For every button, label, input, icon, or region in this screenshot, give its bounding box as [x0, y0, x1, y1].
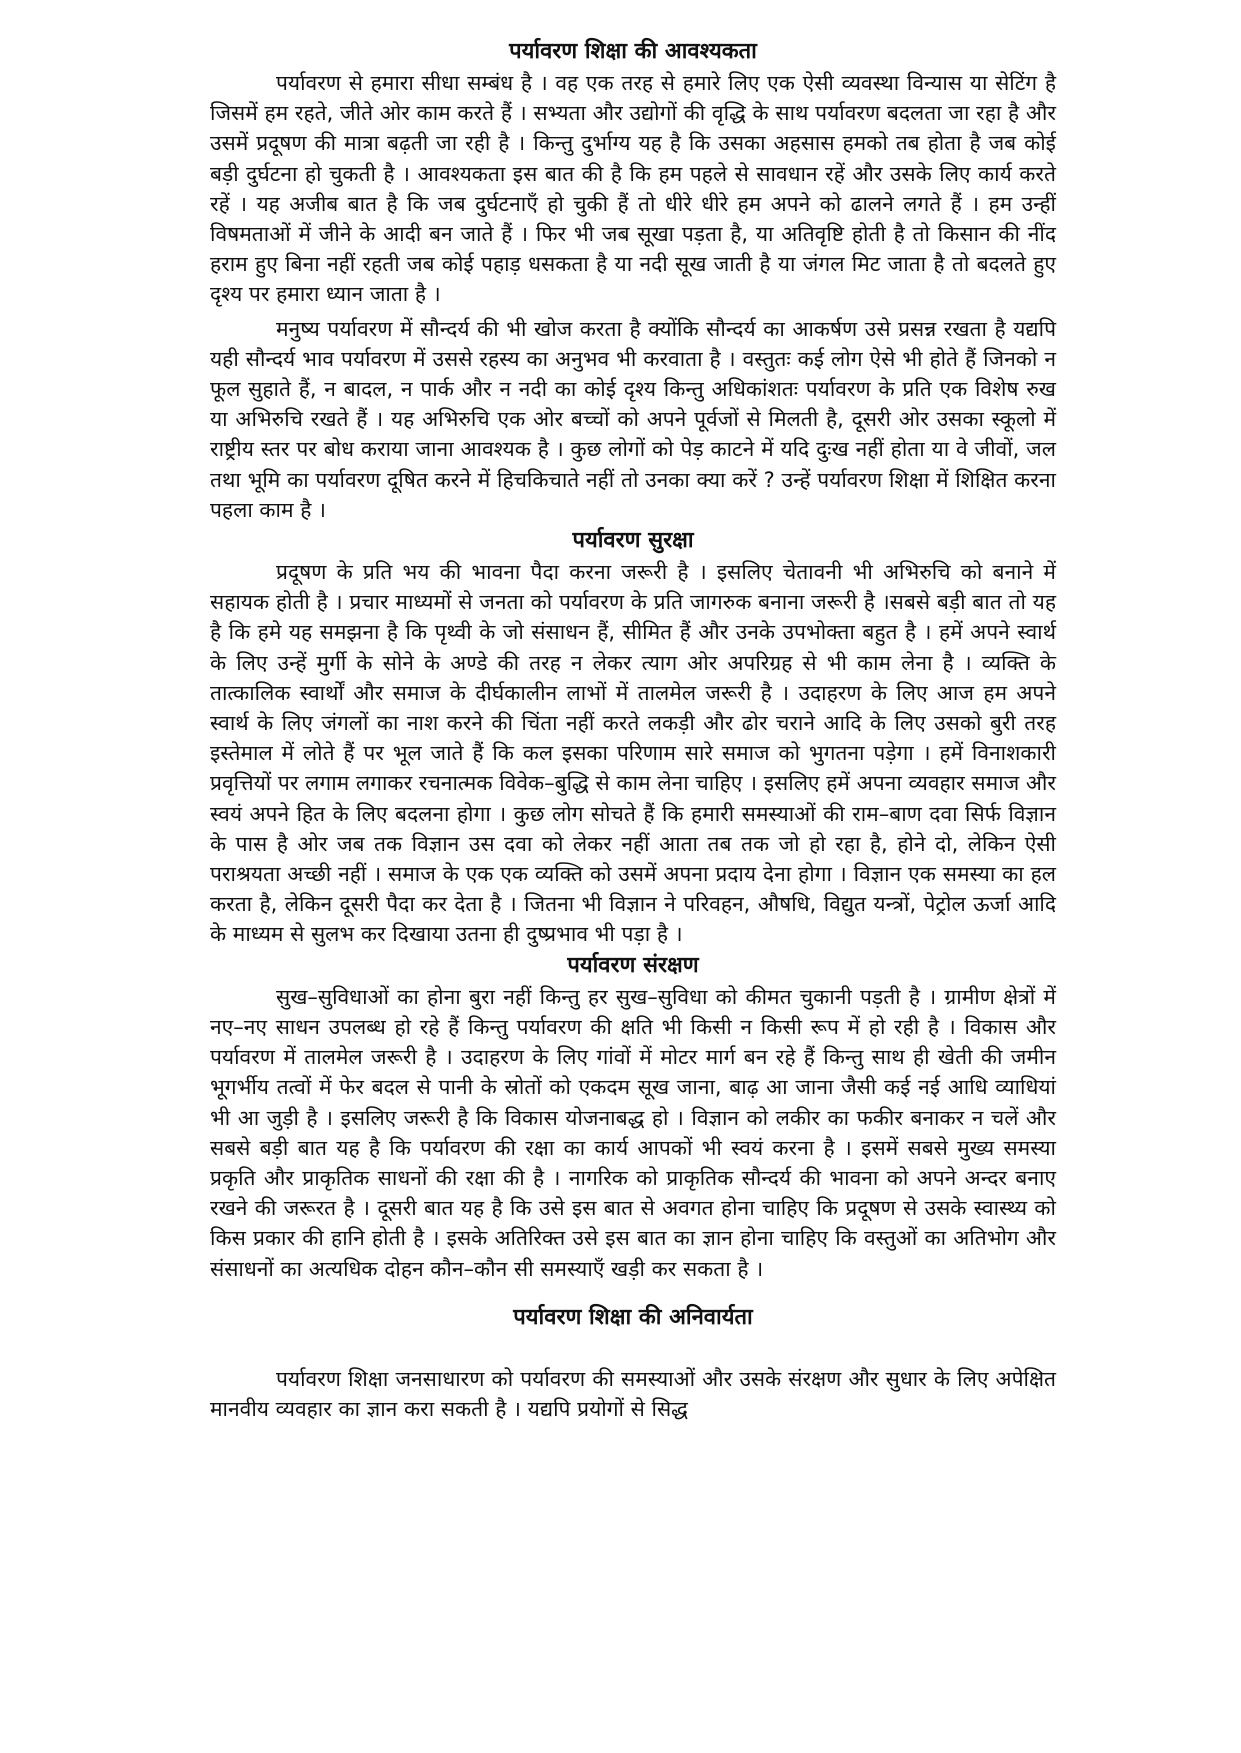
section-heading: पर्यावरण शिक्षा की अनिवार्यता	[513, 1304, 753, 1330]
paragraph: पर्यावरण से हमारा सीधा सम्बंध है । वह एक तरह से हमारे लिए एक ऐसी व्यवस्था विन्यास या सेटिंग है जिसमें हम रहते, जीते ओर काम करते हैं । सभ्यता और उद्योगों की वृद्धि के साथ पर्यावरण बदलता जा रहा है और उसमें प्रदूषण की मात्रा बढ़ती जा रही है । किन्तु दुर्भाग्य यह है कि उसका अहसास हमको तब होता है जब कोई बड़ी दुर्घटना हो चुकती है । आवश्यकता इस बात की है कि हम पहले से सावधान रहें और उसके लिए कार्य करते रहें । यह अजीब बात है कि जब दुर्घटनाएँ हो चुकी हैं तो धीरे धीरे हम अपने को ढालने लगते हैं । हम उन्हीं विषमताओं में जीने के आदी बन जाते हैं । फिर भी जब सूखा पड़ता है, या अतिवृष्टि होती है तो किसान की नींद हराम हुए बिना नहीं रहती जब कोई पहाड़ धसकता है या नदी सूख जाती है या जंगल मिट जाता है तो बदलते हुए दृश्य पर हमारा ध्यान जाता है ।	[210, 71, 1056, 307]
section-heading: पर्यावरण संरक्षण	[567, 952, 699, 978]
section-heading: पर्यावरण शिक्षा की आवश्यकता	[509, 39, 757, 64]
document-page	[210, 36, 1056, 1424]
paragraph: प्रदूषण के प्रति भय की भावना पैदा करना जरूरी है । इसलिए चेतावनी भी अभिरुचि को बनाने में सहायक होती है । प्रचार माध्यमों से जनता को पर्यावरण के प्रति जागरुक बनाना जरूरी है ।सबसे बड़ी बात तो यह है कि हमे यह समझना है कि पृथ्वी के जो संसाधन हैं, सीमित हैं और उनके उपभोक्ता बहुत है । हमें अपने स्वार्थ के लिए उन्हें मुर्गी के सोने के अण्डे की तरह न लेकर त्याग ओर अपरिग्रह से भी काम लेना है । व्यक्ति के तात्कालिक स्वार्थों और समाज के दीर्घकालीन लाभों में तालमेल जरूरी है । उदाहरण के लिए आज हम अपने स्वार्थ के लिए जंगलों का नाश करने की चिंता नहीं करते लकड़ी और ढोर चराने आदि के लिए उसको बुरी तरह इस्तेमाल में लोते हैं पर भूल जाते हैं कि कल इसका परिणाम सारे समाज को भुगतना पड़ेगा । हमें विनाशकारी प्रवृत्तियों पर लगाम लगाकर रचनात्मक विवेक–बुद्धि से काम लेना चाहिए । इसलिए हमें अपना व्यवहार समाज और स्वयं अपने हित के लिए बदलना होगा । कुछ लोग सोचते हैं कि हमारी समस्याओं की राम–बाण दवा सिर्फ विज्ञान के पास है ओर जब तक विज्ञान उस दवा को लेकर नहीं आता तब तक जो हो रहा है, होने दो, लेकिन ऐसी पराश्रयता अच्छी नहीं । समाज के एक एक व्यक्ति को उसमें अपना प्रदाय देना होगा । विज्ञान एक समस्या का हल करता है, लेकिन दूसरी पैदा कर देता है । जितना भी विज्ञान ने परिवहन, औषधि, विद्युत यन्त्रों, पेट्रोल ऊर्जा आदि के माध्यम से सुलभ कर दिखाया उतना ही दुष्प्रभाव भी पड़ा है ।	[210, 560, 1056, 947]
paragraph: मनुष्य पर्यावरण में सौन्दर्य की भी खोज करता है क्योंकि सौन्दर्य का आकर्षण उसे प्रसन्न रखता है यद्यपि यही सौन्दर्य भाव पर्यावरण में उससे रहस्य का अनुभव भी करवाता है । वस्तुतः कई लोग ऐसे भी होते हैं जिनको न फूल सुहाते हैं, न बादल, न पार्क और न नदी का कोई दृश्य किन्तु अधिकांशतः पर्यावरण के प्रति एक विशेष रुख या अभिरुचि रखते हैं । यह अभिरुचि एक ओर बच्चों को अपने पूर्वजों से मिलती है, दूसरी ओर उसका स्कूलो में राष्ट्रीय स्तर पर बोध कराया जाना आवश्यक है । कुछ लोगों को पेड़ काटने में यदि दुःख नहीं होता या वे जीवों, जल तथा भूमि का पर्यावरण दूषित करने में हिचकिचाते नहीं तो उनका क्या करें ? उन्हें पर्यावरण शिक्षा में शिक्षित करना पहला काम है ।	[210, 316, 1056, 522]
paragraph: सुख–सुविधाओं का होना बुरा नहीं किन्तु हर सुख–सुविधा को कीमत चुकानी पड़ती है । ग्रामीण क्षेत्रों में नए–नए साधन उपलब्ध हो रहे हैं किन्तु पर्यावरण की क्षति भी किसी न किसी रूप में हो रही है । विकास और पर्यावरण में तालमेल जरूरी है । उदाहरण के लिए गांवों में मोटर मार्ग बन रहे हैं किन्तु साथ ही खेती की जमीन भूगर्भीय तत्वों में फेर बदल से पानी के स्रोतों को एकदम सूख जाना, बाढ़ आ जाना जैसी कई नई आधि व्याधियां भी आ जुड़ी है । इसलिए जरूरी है कि विकास योजनाबद्ध हो । विज्ञान को लकीर का फकीर बनाकर न चलें और सबसे बड़ी बात यह है कि पर्यावरण की रक्षा का कार्य आपकों भी स्वयं करना है । इसमें सबसे मुख्य समस्या प्रकृति और प्राकृतिक साधनों की रक्षा की है । नागरिक को प्राकृतिक सौन्दर्य की भावना को अपने अन्दर बनाए रखने की जरूरत है । दूसरी बात यह है कि उसे इस बात से अवगत होना चाहिए कि प्रदूषण से उसके स्वास्थ्य को किस प्रकार की हानि होती है । इसके अतिरिक्त उसे इस बात का ज्ञान होना चाहिए कि वस्तुओं का अतिभोग और संसाधनों का अत्यधिक दोहन कौन–कौन सी समस्याएँ खड़ी कर सकता है ।	[210, 984, 1056, 1281]
section-heading: पर्यावरण सुरक्षा	[572, 528, 694, 554]
paragraph: पर्यावरण शिक्षा जनसाधारण को पर्यावरण की समस्याओं और उसके संरक्षण और सुधार के लिए अपेक्षित मानवीय व्यवहार का ज्ञान करा सकती है । यद्यपि प्रयोगों से सिद्ध	[210, 1366, 1056, 1421]
